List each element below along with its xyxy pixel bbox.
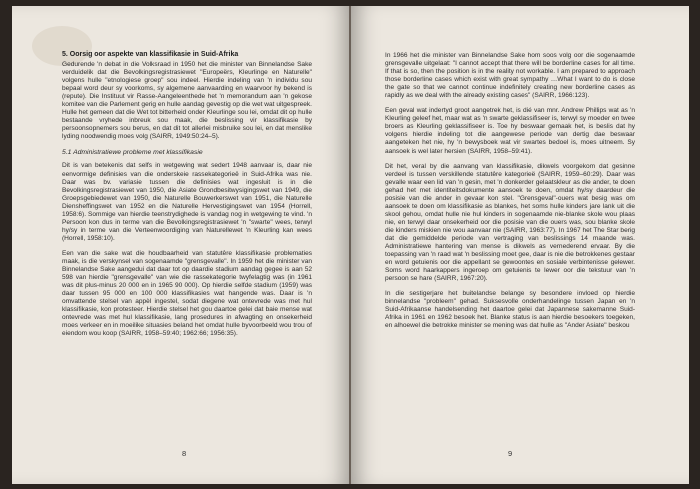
right-page-body <box>385 52 635 338</box>
page-number: 8 <box>182 449 187 458</box>
subsection-heading: 5.1 Administratiewe probleme met klassifikasie <box>62 149 203 157</box>
paragraph: Dit het, veral by die aanvang van klassifikasie, dikwels voorgekom dat gesinne verdeel is tussen verskillende statutêre kategorieë (SAIRR, 1959–60:29). Daar was gevalle waar een lid van 'n gesin, met 'n donkerder gelaatskleur as die ander, te doen gehad het met identiteitsdokumente aansoek te doen, omdat hy/sy daardeur die posisie van die ander in gevaar kon stel. "Grensgeval"-ouers wat besig was om aansoek te doen om klassifikasie as blankes, het soms hulle kinders jare lank uit die skool gehou, omdat hulle nie hul kinders in sogenaamde nie-blanke skole wou plaas nie, en terwyl daar onsekerheid oor die posisie van die ouers was, sou blanke skole die kinders miskien nie wou aanvaar nie (SAIRR, 1963:77). In 1967 het The Star berig dat die gemiddelde periode van vertraging van beslissings 14 maande was. Administratiewe hantering van mense is dikwels as vernederend ervaar. By die toepassing van 'n raad wat 'n beslissing moet gee, daar is nie die betrokkenes gestaar en word getuienis oor die appellant se gewoontes en sosiale verbintenisse gelewer. Soms word haarkappers ingeroep om getuienis te lewer oor die tekstuur van 'n persoon se hare (SAIRR, 1967:20). <box>385 162 635 283</box>
paragraph: Dit is van betekenis dat selfs in wetgewing wat sedert 1948 aanvaar is, daar nie eenvormige definisies van die onderskeie rassekategorieë in Suid-Afrika was nie. Daar was bv. variasie tussen die definisies wat ingesluit is in die Bevolkingsregistrasiewet van 1950, die Asiate Grondbesitwysigingswet van 1949, die Groepsgebiedewet van 1950, die Naturelle Bouwerkerswet van 1951, die Naturelle Diensheffingswet van 1952 en die Naturelle Hervestigingswet van 1954 (Horrell, 1958:6). Sommige van hierdie teenstrydighede is vandag nog in wetgewing te vind. 'n Persoon kon dus in terme van die Bevolkingsregistrasiewet 'n "swarte" wees, terwyl hy/sy in terme van die Verteenwoordiging van Naturellewet 'n Kleurling kan wees (Horrell, 1958:10). <box>62 162 312 242</box>
section-heading: 5. Oorsig oor aspekte van klassifikasie in Suid-Afrika <box>62 51 239 58</box>
left-page <box>12 6 350 484</box>
paragraph: In 1966 het die minister van Binnelandse Sake hom soos volg oor die sogenaamde grensgevalle uitgelaat: "I cannot accept that there will be borderline cases for all time. If that is so, then the position is in the reality not workable. I am prepared to approach those borderline cases which exist with great sympathy …What I want to do is close the gate so that we cannot continue indefinitely creating new borderline cases as rapidly as we deal with the already existing cases" (SAIRR, 1966:123). <box>385 52 635 100</box>
paragraph: Een van die sake wat die houdbaarheid van statutêre klassifikasie problematies maak, is die verskynsel van sogenaamde "grensgevalle". In 1959 het die minister van Binnelandse Sake aangedui dat daar tot op daardie stadium aandag gegee is aan 52 598 van hierdie "grensgevalle" van wie die rassekategorie twyfelagtig was (in 1961 was dit plus-minus 20 000 en in 1965 90 000). Op hierdie selfde stadium (1959) was daar tussen 95 000 en 100 000 klassifikasies wat hangende was. Daar is 'n omvattende stelsel van appèl ingestel, sodat diegene wat ontevrede was met hul klassifikasie, kon protesteer. Hierdie stelsel het gou daartoe gelei dat baie mense wat ontevrede was met hul klassifikasie, lang prosedures in afwagting en onsekerheid moes verkeer en in moeilike situasies beland het omdat hulle byvoorbeeld wou trou of eiendom wou koop (SAIRR, 1958–59:40; 1962:66; 1956:35). <box>62 249 312 338</box>
paragraph: In die sestigerjare het buitelandse belange sy besondere invloed op hierdie binnelandse "probleem" gehad. Suksesvolle onderhandelinge tussen Japan en 'n Suid-Afrikaanse handelsending het daartoe gelei dat Japannese sakemanne Suid-Afrika in 1961 en 1962 besoek het. Blanke status is aan hierdie besoekers toegeken, en alhoewel die betrokke minister se mening was dat hulle as "Ander Asiate" beskou <box>385 290 635 330</box>
paragraph: Gedurende 'n debat in die Volksraad in 1950 het die minister van Binnelandse Sake verduidelik dat die Bevolkingsregistrasiewet "Europeërs, Kleurlinge en Naturelle" volgens hulle "etnologiese groep" sou indeel. Hierdie indeling van 'n individu sou bepaal word deur sy voorkoms, sy algemene aanvaarding en waarvoor hy bekend is (repute). Die Instituut vir Rasse-Aangeleenthede het 'n memorandum aan 'n gekose komitee van die Parlement gerig en hulle aandag gevestig op die wet wat uitgespreek. Hulle het gemeen dat die Wet tot bitterheid onder Kleurlinge sou lei, omdat dit op hulle bestaande vryhede inbreuk sou maak, die beslissing vir klassifikasie by persoonsopnemers sou berus, en dat dit tot allerlei misbruike sou lei, en dat menslike lyding noodwendig moes volg (SAIRR, 1949:50:24–5). <box>62 61 312 141</box>
left-page-body <box>62 50 312 345</box>
paragraph: Een geval wat indertyd groot aangetrek het, is dié van mnr. Andrew Phillips wat as 'n Kleurling geleef het, maar wat as 'n swarte geklassifiseer is, terwyl sy moeder en twee broers as Kleurling geklassifiseer is. Toe hy beswaar gemaak het, is beslis dat hy volgens hierdie indeling tot die aangewese periode van dertig dae beswaar aangeteken het nie, hy 'n bewysboek wat vir swartes bedoel is, moes uitneem. Sy aansoek is wel later hersien (SAIRR, 1958–59:41). <box>385 107 635 155</box>
page-number: 9 <box>508 449 513 458</box>
right-page <box>351 6 689 484</box>
